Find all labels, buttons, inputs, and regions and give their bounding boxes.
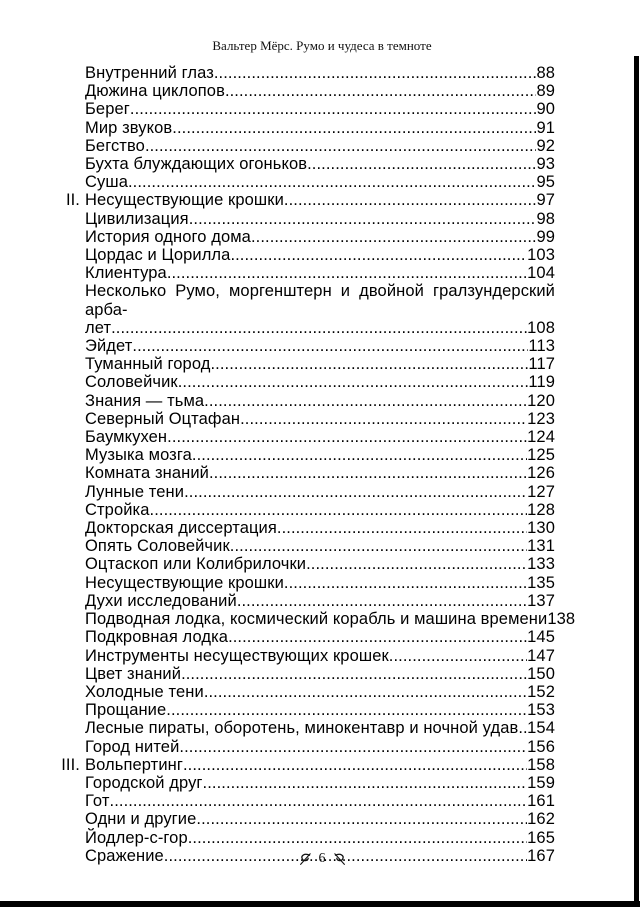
dot-leader [307, 155, 536, 173]
toc-entry-title: Несколько Румо, моргенштерн и двойной гралзундерский арба- [85, 282, 555, 319]
toc-entry-title: Городской друг [85, 773, 203, 792]
toc-entry-title: Прощание [85, 701, 167, 720]
toc-entry-page: 88 [536, 64, 555, 82]
toc-entry-page: 128 [527, 500, 555, 519]
dot-leader [128, 173, 536, 191]
toc-entry-page: 138 [547, 610, 576, 629]
toc-entry-title: Берег [85, 100, 130, 119]
toc-entry-title: Цвет знаний [85, 664, 182, 683]
toc-row[interactable] [85, 464, 555, 482]
toc-entry-title: Северный Оцтафан [85, 409, 241, 428]
toc-row[interactable] [85, 392, 555, 410]
toc-entry-title: История одного дома [85, 227, 251, 246]
toc-row[interactable] [85, 264, 555, 282]
toc-row[interactable] [61, 755, 555, 774]
toc-row[interactable] [85, 155, 555, 173]
dot-leader [167, 428, 527, 446]
toc-entry-title: Опять Соловейчик [85, 537, 230, 556]
dot-leader [230, 246, 527, 264]
dot-leader [230, 537, 527, 555]
toc-entry-page: 156 [527, 737, 555, 756]
toc-row[interactable] [85, 519, 555, 537]
table-of-contents [61, 64, 576, 865]
dot-leader [240, 410, 527, 428]
toc-entry-page: 147 [527, 646, 555, 665]
toc-entry-page: 127 [527, 482, 555, 501]
toc-row[interactable] [85, 173, 555, 191]
dot-leader [210, 355, 528, 373]
toc-row[interactable] [85, 137, 555, 155]
dot-leader [172, 119, 536, 137]
toc-row[interactable] [65, 191, 555, 210]
toc-entry-title: Музыка мозга [85, 446, 192, 465]
dot-leader [228, 628, 527, 646]
toc-entry-page: 167 [527, 846, 555, 865]
toc-entry-title: Духи исследований [85, 591, 237, 610]
toc-entry-title: Йодлер-с-гор [85, 828, 188, 847]
toc-row[interactable] [85, 319, 555, 337]
dot-leader [150, 501, 528, 519]
toc-entry-page: 95 [536, 173, 555, 192]
dot-leader [167, 264, 527, 282]
page-number: 6 [318, 851, 326, 866]
toc-row[interactable] [85, 719, 555, 737]
toc-entry-title: Подкровная лодка [85, 628, 229, 647]
toc-entry-page: 103 [527, 246, 555, 265]
toc-row[interactable] [85, 483, 555, 501]
dot-leader [389, 647, 527, 665]
toc-row[interactable] [85, 210, 555, 228]
dot-leader [181, 665, 527, 683]
toc-entry-title: Вольпертинг [85, 755, 183, 774]
toc-entry-page: 91 [536, 118, 555, 137]
toc-entry-page: 117 [528, 355, 555, 374]
dot-leader [204, 683, 527, 701]
dot-leader [145, 137, 537, 155]
toc-entry-page: 145 [527, 628, 555, 647]
toc-entry-title: Цордас и Цорилла [85, 246, 231, 265]
toc-entry-title: Несуществующие крошки [85, 573, 284, 592]
toc-row[interactable] [85, 610, 576, 629]
toc-entry-page: 133 [527, 555, 555, 574]
toc-row[interactable] [85, 82, 555, 100]
toc-entry-title: Баумкухен [85, 428, 168, 447]
toc-entry-title: Гот [85, 792, 110, 811]
dot-leader [277, 519, 527, 537]
dot-leader [166, 701, 527, 719]
toc-row[interactable] [85, 373, 555, 391]
dot-leader [196, 810, 527, 828]
dot-leader [110, 792, 528, 810]
toc-row[interactable] [85, 246, 555, 264]
toc-row[interactable] [85, 647, 555, 665]
toc-row[interactable] [85, 446, 555, 464]
toc-entry-title: Стройка [85, 500, 150, 519]
dot-leader [203, 774, 528, 792]
toc-entry-title: Одни и другие [85, 810, 197, 829]
toc-entry-page: 89 [536, 82, 555, 101]
dot-leader [209, 464, 527, 482]
dot-leader [111, 319, 527, 337]
toc-entry-page: 150 [527, 664, 555, 683]
toc-entry-page: 126 [527, 464, 555, 483]
toc-entry-page: 153 [527, 701, 555, 720]
toc-entry-page: 135 [527, 573, 555, 592]
dot-leader [130, 100, 537, 118]
toc-entry-title: Клиентура [85, 264, 167, 283]
footer-flourish-left-icon [299, 852, 312, 866]
toc-entry-title: Комната знаний [85, 464, 209, 483]
toc-entry-title: Лесные пираты, оборотень, минокентавр и ночной удав [85, 719, 519, 738]
toc-entry-page: 124 [527, 428, 555, 447]
page-footer [0, 851, 644, 867]
toc-entry-title: Холодные тени [85, 682, 204, 701]
toc-entry-title: Город нитей [85, 737, 180, 756]
toc-row[interactable] [85, 592, 555, 610]
toc-section-number: III. [61, 755, 80, 774]
toc-entry-title: лет [85, 318, 112, 337]
toc-entry-page: 113 [528, 337, 555, 356]
toc-row[interactable] [85, 628, 555, 646]
toc-entry-title: Бухта блуждающих огоньков [85, 155, 308, 174]
toc-row[interactable] [85, 64, 555, 82]
toc-entry-title: Цивилизация [85, 209, 189, 228]
toc-entry-title: Дюжина циклопов [85, 82, 225, 101]
dot-leader [132, 337, 528, 355]
dot-leader [214, 64, 537, 82]
toc-row[interactable] [85, 829, 555, 847]
dot-leader [179, 738, 527, 756]
toc-entry-page: 130 [527, 519, 555, 538]
toc-entry-page: 104 [527, 264, 555, 283]
running-header: Вальтер Мёрс. Румо и чудеса в темноте [212, 38, 432, 53]
toc-row[interactable] [85, 701, 555, 719]
toc-entry-page: 152 [527, 682, 555, 701]
toc-entry-title: Эйдет [85, 337, 133, 356]
dot-leader [184, 483, 527, 501]
toc-entry-title: Оцтаскоп или Колибрилочки [85, 555, 307, 574]
dot-leader [237, 592, 527, 610]
toc-entry-page: 93 [536, 155, 555, 174]
toc-row[interactable] [85, 738, 555, 756]
dot-leader [251, 228, 536, 246]
toc-entry-title: Мир звуков [85, 118, 173, 137]
toc-row[interactable] [85, 574, 555, 592]
toc-entry-title: Подводная лодка, космический корабль и машина времени [85, 610, 548, 629]
toc-row[interactable] [85, 119, 555, 137]
dot-leader [189, 210, 537, 228]
toc-entry-title: Инструменты несуществующих крошек [85, 646, 389, 665]
toc-row[interactable] [85, 337, 555, 355]
dot-leader [306, 555, 527, 573]
dot-leader [192, 446, 527, 464]
toc-entry-page: 123 [527, 409, 555, 428]
toc-row[interactable] [85, 683, 555, 701]
toc-entry-title: Несуществующие крошки [85, 191, 284, 210]
toc-entry-title: Докторская диссертация [85, 519, 277, 538]
toc-entry-page: 97 [536, 191, 555, 210]
toc-entry-title: Лунные тени [85, 482, 185, 501]
toc-row[interactable] [85, 792, 555, 810]
toc-entry-page: 137 [527, 591, 555, 610]
dot-leader [284, 191, 537, 209]
toc-row[interactable] [85, 555, 555, 573]
toc-entry-title: Знания — тьма [85, 391, 205, 410]
toc-entry-page: 161 [527, 792, 555, 811]
toc-row[interactable] [85, 428, 555, 446]
toc-entry-page: 98 [536, 209, 555, 228]
toc-row[interactable] [85, 100, 555, 118]
toc-entry-title: Сражение [85, 846, 164, 865]
toc-entry-page: 131 [527, 537, 555, 556]
toc-entry-title: Туманный город [85, 355, 211, 374]
toc-entry-page: 159 [527, 773, 555, 792]
footer-flourish-right-icon [333, 852, 346, 866]
toc-row[interactable] [85, 228, 555, 246]
toc-entry-title: Суша [85, 173, 128, 192]
toc-row[interactable] [85, 665, 555, 683]
toc-row[interactable] [85, 774, 555, 792]
toc-entry-page: 92 [536, 136, 555, 155]
dot-leader [284, 574, 527, 592]
dot-leader [518, 719, 527, 737]
scan-edge-right [634, 56, 639, 906]
toc-entry-page: 119 [528, 373, 555, 392]
toc-row[interactable] [85, 537, 555, 555]
toc-row-continuation[interactable] [85, 282, 555, 318]
dot-leader [183, 756, 527, 774]
toc-row[interactable] [85, 501, 555, 519]
toc-entry-page: 120 [527, 391, 555, 410]
toc-row[interactable] [85, 410, 555, 428]
toc-entry-page: 154 [527, 719, 555, 738]
toc-entry-title: Внутренний глаз [85, 64, 214, 82]
toc-entry-page: 125 [527, 446, 555, 465]
toc-section-number: II. [65, 191, 80, 210]
toc-entry-page: 158 [527, 755, 555, 774]
toc-entry-page: 165 [527, 828, 555, 847]
toc-entry-page: 108 [527, 318, 555, 337]
toc-row[interactable] [85, 355, 555, 373]
scan-edge-bottom [0, 901, 640, 907]
toc-entry-title: Бегство [85, 136, 145, 155]
toc-entry-page: 162 [527, 810, 555, 829]
dot-leader [188, 829, 527, 847]
dot-leader [225, 82, 537, 100]
dot-leader [178, 373, 529, 391]
toc-row[interactable] [85, 810, 555, 828]
toc-entry-page: 90 [536, 100, 555, 119]
dot-leader [204, 392, 527, 410]
toc-entry-page: 99 [536, 227, 555, 246]
toc-entry-title: Соловейчик [85, 373, 178, 392]
